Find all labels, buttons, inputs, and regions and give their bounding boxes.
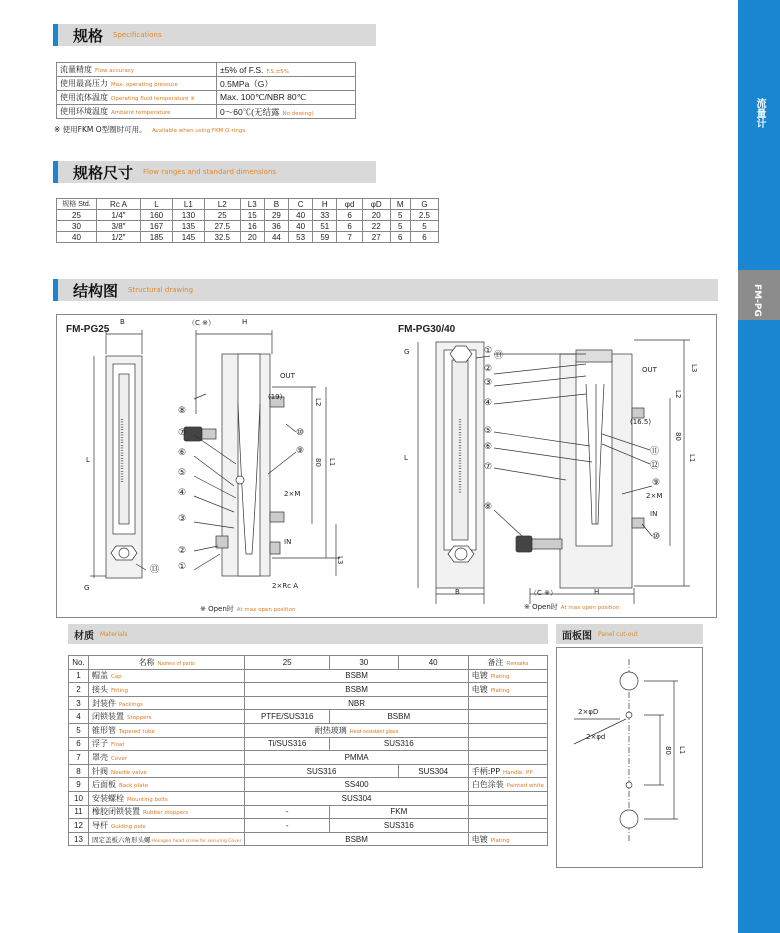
callout-13-left: ⑬	[150, 565, 160, 575]
dims-cell: 53	[289, 232, 313, 243]
spec-row	[57, 63, 356, 77]
materials-row	[69, 683, 548, 697]
mat-no: 6	[69, 737, 89, 751]
mat-name: 浮子	[91, 739, 108, 749]
label-b-left: B	[120, 318, 125, 326]
fm-pg25-drawing	[56, 314, 386, 618]
mat-name-en: Mounting bolts	[126, 796, 168, 803]
mat-name: 帽盖	[91, 671, 108, 681]
label-out-right: OUT	[642, 366, 657, 374]
callout-4-left: ④	[178, 488, 187, 498]
panel-label-phi-d-large: 2×φD	[578, 708, 599, 716]
mat-header-name: 名称	[138, 657, 155, 667]
mat-name-en: Fitting	[110, 687, 129, 694]
mat-value-25: PTFE/SUS316	[245, 710, 329, 724]
dims-cell: 16	[240, 221, 264, 232]
mat-name-en: Cap	[110, 674, 122, 681]
side-tab-flowmeter-label: 流量计	[754, 98, 765, 128]
materials-row	[69, 710, 548, 724]
dims-cell: 30	[57, 221, 97, 232]
structure-title: 结构图	[73, 281, 119, 300]
dims-header-row	[57, 199, 439, 210]
mat-no: 2	[69, 683, 89, 697]
dims-cell: 20	[240, 232, 264, 243]
dims-cell: 167	[141, 221, 173, 232]
label-l2-right: L2	[674, 390, 682, 399]
dims-cell: 7	[337, 232, 362, 243]
spec-value-en: No dewing)	[282, 110, 314, 117]
callout-10-right: ⑩	[652, 532, 661, 542]
callout-7-right: ⑦	[484, 462, 493, 472]
mat-no: 3	[69, 696, 89, 710]
mat-name: 闭锁装置	[91, 712, 124, 722]
label-l-right: L	[404, 454, 408, 462]
callout-5-right: ⑤	[484, 426, 493, 436]
materials-row	[69, 696, 548, 710]
materials-row	[69, 723, 548, 737]
mat-header-no: No.	[69, 656, 89, 670]
mat-no: 4	[69, 710, 89, 724]
callout-13-right: ⑬	[494, 351, 504, 361]
mat-name-en: Hexagon head screw for securing Cover	[151, 838, 242, 844]
spec-value: 0.5MPa（G）	[220, 78, 273, 89]
dims-row	[57, 221, 439, 232]
panel-title: 面板图	[562, 630, 592, 642]
callout-8-left: ⑧	[178, 406, 187, 416]
mat-value-30-40: SUS316	[329, 819, 468, 833]
dims-row	[57, 210, 439, 221]
panel-label-phi-d-small: 2×φd	[586, 733, 606, 741]
mat-value: PMMA	[245, 751, 468, 765]
mat-remark-en: Plating	[490, 837, 510, 844]
dims-header-cell: φD	[370, 199, 382, 209]
materials-row	[69, 791, 548, 805]
dims-row	[57, 232, 439, 243]
label-l1-right: L1	[688, 454, 696, 463]
label-165: (16.5)	[630, 418, 652, 426]
mat-name-en: Cover	[110, 755, 128, 762]
open-note-en: At max open position	[560, 605, 620, 611]
materials-row	[69, 737, 548, 751]
dims-cell: 135	[172, 221, 204, 232]
fm-pg30-40-drawing	[390, 314, 716, 618]
mat-no: 13	[69, 832, 89, 846]
mat-remark-en: Plating	[490, 687, 510, 694]
dims-cell: 1/4″	[97, 210, 141, 221]
spec-label-en: Flow accuracy	[95, 68, 135, 74]
mat-value-25: -	[245, 819, 329, 833]
dims-cell: 40	[57, 232, 97, 243]
materials-header	[68, 624, 548, 644]
dims-table	[56, 198, 439, 243]
callout-5-left: ⑤	[178, 468, 187, 478]
dims-cell: 5	[390, 221, 410, 232]
label-2m-right: 2×M	[646, 492, 663, 500]
mat-name: 封装件	[91, 698, 116, 708]
mat-value-30-40: FKM	[329, 805, 468, 819]
materials-row	[69, 764, 548, 778]
side-tab-model[interactable]	[738, 270, 780, 933]
spec-footnote	[54, 124, 247, 135]
dims-cell: 44	[264, 232, 288, 243]
side-tab-model-label: FM-PG	[752, 284, 762, 317]
spec-value: Max. 100℃/NBR 80℃	[220, 92, 307, 102]
mat-no: 7	[69, 751, 89, 765]
spec-label-en: Ambient temperature	[111, 110, 171, 116]
spec-value-en: F.S.±5%	[266, 68, 290, 75]
callout-6-right: ⑥	[484, 442, 493, 452]
dims-cell: 40	[289, 210, 313, 221]
dims-header-cell: M	[396, 199, 404, 209]
open-note-text: ※ Open时	[524, 603, 558, 611]
mat-name: 导杆	[91, 820, 108, 830]
dims-cell: 6	[410, 232, 438, 243]
mat-name-en: Needle valve	[110, 769, 147, 776]
callout-9-right: ⑨	[652, 478, 661, 488]
callout-8-right: ⑧	[484, 502, 493, 512]
spec-label: 流量精度	[60, 65, 92, 74]
label-l3-left: L3	[336, 556, 344, 565]
materials-table	[68, 655, 548, 846]
spec-label: 使用流体温度	[60, 93, 108, 102]
dims-header-cell: Rc A	[110, 199, 127, 209]
mat-name-en: Stoppers	[126, 715, 152, 722]
materials-header-row	[69, 656, 548, 670]
materials-title-en: Materials	[100, 630, 128, 638]
label-h-right: H	[594, 588, 600, 596]
mat-no: 9	[69, 778, 89, 792]
materials-title: 材质	[74, 630, 94, 642]
label-80-left: 80	[314, 458, 322, 467]
callout-2-left: ②	[178, 546, 187, 556]
mat-name: 锥形管	[91, 725, 116, 735]
spec-value: ±5% of F.S.	[220, 64, 264, 75]
mat-value-25-30: SUS316	[245, 764, 398, 778]
dims-title-en: Flow ranges and standard dimensions	[143, 168, 277, 176]
materials-row	[69, 778, 548, 792]
dims-cell: 130	[172, 210, 204, 221]
mat-name-en: Guiding pole	[110, 823, 146, 830]
dims-cell: 6	[337, 221, 362, 232]
mat-value: BSBM	[245, 683, 468, 697]
panel-label-80: 80	[664, 746, 672, 755]
dims-cell: 27	[362, 232, 390, 243]
label-l1-left: L1	[328, 458, 336, 467]
open-note-left	[200, 604, 295, 614]
mat-name-en: Float	[110, 742, 125, 749]
mat-value-25: Ti/SUS316	[245, 737, 329, 751]
dims-header-cell: 规格 Std.	[62, 201, 91, 208]
dims-section-header	[53, 161, 376, 183]
panel-cutout-drawing	[556, 647, 703, 868]
materials-row	[69, 805, 548, 819]
dims-cell: 6	[337, 210, 362, 221]
mat-name: 橡胶闭锁装置	[91, 807, 140, 817]
label-2m-left: 2×M	[284, 490, 301, 498]
mat-remark-en: Handle: PP	[503, 769, 533, 776]
spec-row	[57, 77, 356, 91]
dims-cell: 15	[240, 210, 264, 221]
mat-value: NBR	[245, 696, 468, 710]
structure-title-en: Structural drawing	[128, 286, 194, 294]
spec-section-header	[53, 24, 376, 46]
label-g-left: G	[84, 584, 90, 592]
mat-value: BSBM	[245, 832, 468, 846]
spec-label: 使用最高压力	[60, 79, 108, 88]
mat-name-en: Back plate	[118, 783, 148, 790]
open-note-right	[524, 602, 619, 612]
mat-value-en: Heat-resistant glass	[349, 728, 399, 735]
dims-header-cell: B	[273, 199, 280, 209]
mat-name: 后面板	[91, 780, 116, 790]
dims-cell: 59	[313, 232, 337, 243]
spec-table	[56, 62, 356, 119]
dims-cell: 1/2″	[97, 232, 141, 243]
mat-value-25: -	[245, 805, 329, 819]
mat-remark: 白色涂装	[471, 780, 504, 790]
materials-row	[69, 819, 548, 833]
dims-header-cell: H	[321, 199, 328, 209]
dims-header-cell: L1	[183, 199, 193, 209]
dims-cell: 145	[172, 232, 204, 243]
label-l3-right: L3	[690, 364, 698, 373]
panel-header	[556, 624, 703, 644]
panel-title-en: Panel cut-out	[598, 630, 638, 638]
mat-remark: 电镀	[471, 671, 488, 681]
dims-cell: 27.5	[204, 221, 240, 232]
spec-note: ※ 使用FKM O型圈时可用。	[54, 125, 147, 134]
dims-cell: 3/8″	[97, 221, 141, 232]
left-model-title: FM-PG25	[66, 324, 110, 335]
callout-1-left: ①	[178, 562, 187, 572]
callout-4-right: ④	[484, 398, 493, 408]
dims-cell: 29	[264, 210, 288, 221]
mat-no: 11	[69, 805, 89, 819]
mat-remark-en: Painted white	[506, 783, 544, 790]
callout-6-left: ⑥	[178, 448, 187, 458]
mat-name-en: Rubber stoppers	[142, 810, 189, 817]
callout-9-left: ⑨	[296, 446, 305, 456]
label-b-right: B	[455, 588, 460, 596]
structure-section-header	[53, 279, 718, 301]
dims-cell: 5	[410, 221, 438, 232]
mat-name: 安装螺栓	[91, 793, 124, 803]
mat-header-25: 25	[245, 656, 329, 670]
dims-title: 规格尺寸	[73, 163, 134, 182]
mat-header-30: 30	[329, 656, 398, 670]
dims-cell: 5	[390, 210, 410, 221]
mat-header-40: 40	[398, 656, 468, 670]
dims-cell: 32.5	[204, 232, 240, 243]
spec-title-en: Specifications	[113, 31, 162, 39]
label-c-right: （C ※）	[530, 589, 557, 597]
mat-value: SS400	[245, 778, 468, 792]
dims-cell: 160	[141, 210, 173, 221]
mat-name: 固定盖板六角形头螺	[91, 835, 151, 844]
label-c-left: （C ※）	[188, 319, 215, 327]
mat-remark: 电镀	[471, 834, 488, 844]
mat-no: 12	[69, 819, 89, 833]
label-l2-left: L2	[314, 398, 322, 407]
section-accent	[53, 279, 58, 301]
mat-header-remarks: 备注	[487, 657, 504, 667]
section-accent	[53, 24, 58, 46]
spec-note-en: Available when using FKM O-rings.	[152, 128, 248, 134]
materials-row	[69, 832, 548, 846]
callout-7-left: ⑦	[178, 428, 187, 438]
label-l-left: L	[86, 456, 90, 464]
label-h-left: H	[242, 318, 248, 326]
dims-cell: 2.5	[410, 210, 438, 221]
spec-row	[57, 105, 356, 119]
panel-label-l1: L1	[678, 746, 686, 755]
mat-remark: 手柄:PP	[471, 766, 501, 776]
label-in-right: IN	[650, 510, 658, 518]
spec-title: 规格	[73, 26, 104, 45]
side-tab-flowmeter[interactable]	[738, 0, 780, 270]
mat-header-name-en: Names of parts	[157, 660, 195, 667]
mat-no: 1	[69, 669, 89, 683]
label-2rc: 2×Rc A	[272, 582, 299, 590]
label-80-right: 80	[674, 432, 682, 441]
dims-cell: 185	[141, 232, 173, 243]
right-model-title: FM-PG30/40	[398, 324, 456, 335]
dims-cell: 22	[362, 221, 390, 232]
dims-header-cell: G	[421, 199, 428, 209]
callout-11-right: ⑪	[650, 447, 660, 457]
mat-value: BSBM	[245, 669, 468, 683]
callout-2-right: ②	[484, 364, 493, 374]
label-19: (19)	[268, 393, 283, 401]
dims-cell: 51	[313, 221, 337, 232]
mat-no: 8	[69, 764, 89, 778]
mat-name: 针阀	[91, 766, 108, 776]
mat-value-40: SUS304	[398, 764, 468, 778]
mat-name-en: Tapered tube	[118, 728, 155, 735]
label-out-left: OUT	[280, 372, 295, 380]
dims-cell: 6	[390, 232, 410, 243]
open-note-text: ※ Open时	[200, 605, 234, 613]
mat-value: 耐热玻璃	[314, 725, 347, 735]
dims-header-cell: φd	[344, 199, 355, 209]
dims-cell: 25	[204, 210, 240, 221]
callout-12-right: ⑫	[650, 461, 660, 471]
mat-value-30-40: SUS316	[329, 737, 468, 751]
label-g-right: G	[404, 348, 410, 356]
spec-label-en: Max. operating pressure	[111, 82, 178, 88]
mat-value-30-40: BSBM	[329, 710, 468, 724]
label-in-left: IN	[284, 538, 292, 546]
dims-header-cell: L2	[217, 199, 227, 209]
callout-3-right: ③	[484, 378, 493, 388]
mat-header-remarks-en: Remarks	[506, 660, 529, 667]
dims-cell: 40	[289, 221, 313, 232]
section-accent	[53, 161, 58, 183]
mat-no: 10	[69, 791, 89, 805]
materials-row	[69, 751, 548, 765]
dims-header-cell: L	[154, 199, 159, 209]
dims-cell: 20	[362, 210, 390, 221]
dims-cell: 25	[57, 210, 97, 221]
spec-label-en: Operating fluid temperature ※	[111, 96, 195, 102]
mat-name: 罩壳	[91, 752, 108, 762]
materials-row	[69, 669, 548, 683]
mat-no: 5	[69, 723, 89, 737]
callout-3-left: ③	[178, 514, 187, 524]
spec-row	[57, 91, 356, 105]
open-note-en: At max open position	[236, 607, 296, 613]
dims-header-cell: L3	[247, 199, 257, 209]
spec-value: 0～60℃(无结露	[220, 106, 280, 117]
spec-label: 使用环境温度	[60, 107, 108, 116]
callout-10-left: ⑩	[296, 428, 305, 438]
dims-cell: 33	[313, 210, 337, 221]
mat-value: SUS304	[245, 791, 468, 805]
dims-header-cell: C	[297, 199, 304, 209]
mat-remark: 电镀	[471, 684, 488, 694]
callout-1-right: ①	[484, 346, 493, 356]
mat-name-en: Packings	[118, 701, 143, 708]
mat-name: 接头	[91, 684, 108, 694]
mat-remark-en: Plating	[490, 674, 510, 681]
dims-cell: 36	[264, 221, 288, 232]
